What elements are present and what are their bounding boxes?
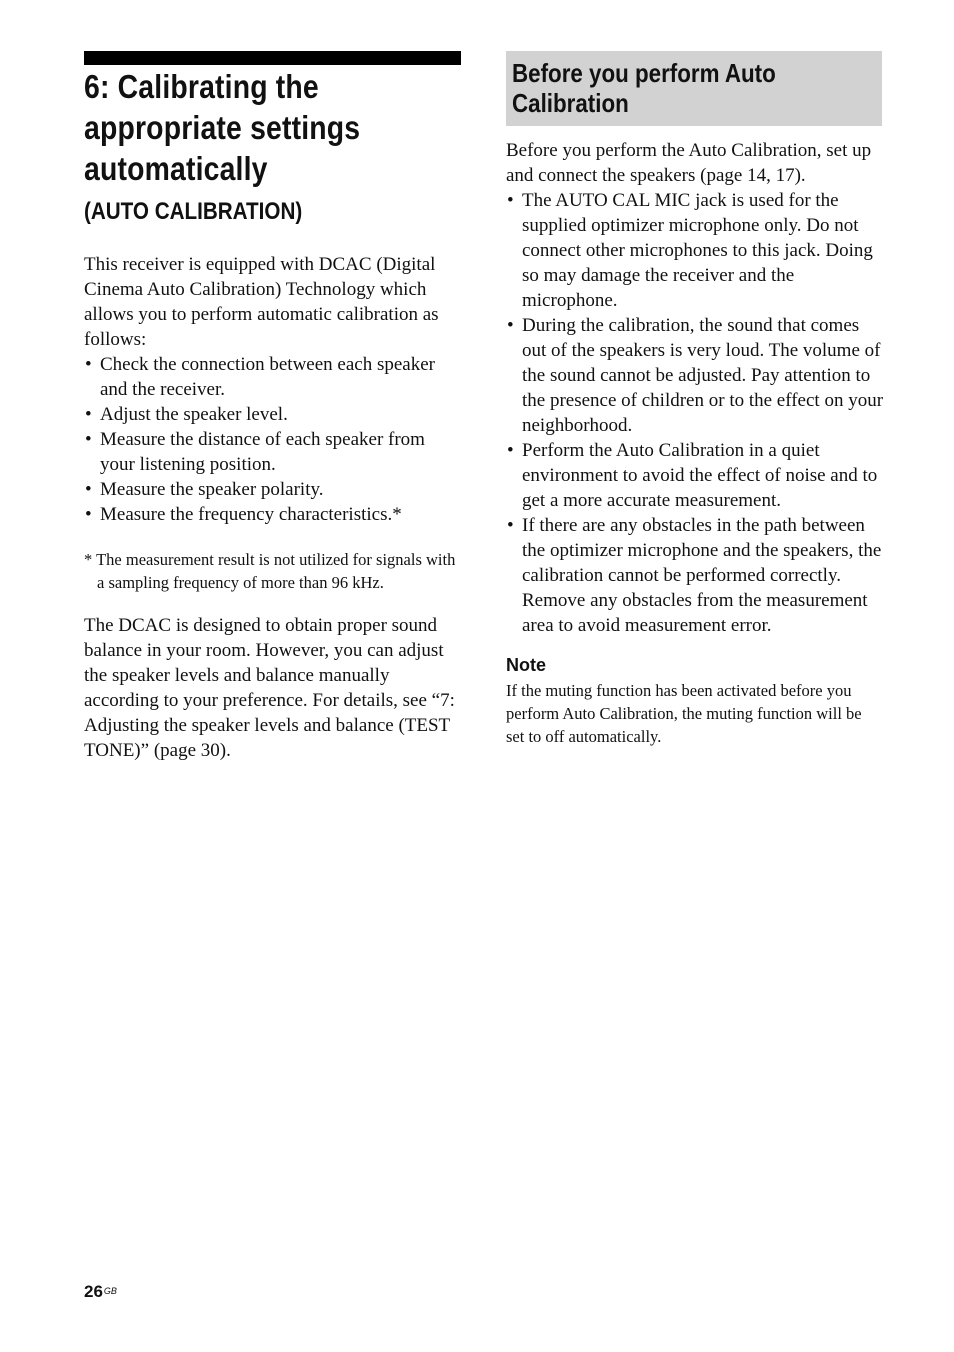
section-header-box (506, 51, 882, 126)
dcac-paragraph: The DCAC is designed to obtain proper sound balance in your room. However, you can adjust the speaker levels and balance manually according to your preference. For details, see “7: Adjusting the speaker levels and balance (TEST TONE)” (page 30). (84, 615, 455, 761)
right-intro-paragraph: Before you perform the Auto Calibration, set up and connect the speakers (page 14, 17). (506, 140, 872, 186)
page-number-suffix: GB (103, 1286, 117, 1296)
footnote: * The measurement result is not utilized for signals with a sampling frequency of more than 96 kHz. (84, 550, 456, 592)
feature-list (84, 352, 464, 527)
list-item: • Perform the Auto Calibration in a quiet environment to avoid the effect of noise and to get a more accurate measurement. (506, 438, 884, 513)
title-line: 6: Calibrating the (84, 68, 319, 105)
list-item: • If there are any obstacles in the path between the optimizer microphone and the speakers, the calibration cannot be performed correctly. Remove any obstacles from the measurement area to avoid measurement error. (506, 513, 884, 638)
list-item: • During the calibration, the sound that comes out of the speakers is very loud. The volume of the sound cannot be adjusted. Pay attention to the presence of children or to the effect on your neighborhood. (506, 313, 884, 438)
note-text: If the muting function has been activated before you perform Auto Calibration, the muting function will be set to off automatically. (506, 681, 862, 746)
list-item: • Measure the distance of each speaker from your listening position. (84, 427, 464, 477)
right-column (506, 138, 884, 748)
page-title (84, 66, 484, 227)
list-item: • The AUTO CAL MIC jack is used for the supplied optimizer microphone only. Do not connect other microphones to this jack. Doing so may damage the receiver and the microphone. (506, 188, 884, 313)
note-heading: Note (506, 655, 546, 675)
intro-paragraph: This receiver is equipped with DCAC (Digital Cinema Auto Calibration) Technology which allows you to perform automatic calibration as follows: (84, 254, 439, 350)
title-line: automatically (84, 150, 268, 187)
list-item: • Adjust the speaker level. (84, 402, 464, 427)
title-line: appropriate settings (84, 109, 361, 146)
list-item: • Measure the speaker polarity. (84, 477, 464, 502)
title-subtitle: (AUTO CALIBRATION) (84, 198, 303, 225)
page-number (84, 1282, 117, 1302)
list-item: • Check the connection between each speaker and the receiver. (84, 352, 464, 402)
section-title: Before you perform Auto Calibration (512, 58, 776, 118)
page-number-value: 26 (84, 1282, 103, 1301)
precaution-list (506, 188, 884, 638)
left-column (84, 252, 464, 763)
title-rule (84, 51, 461, 65)
list-item: • Measure the frequency characteristics.* (84, 502, 464, 527)
